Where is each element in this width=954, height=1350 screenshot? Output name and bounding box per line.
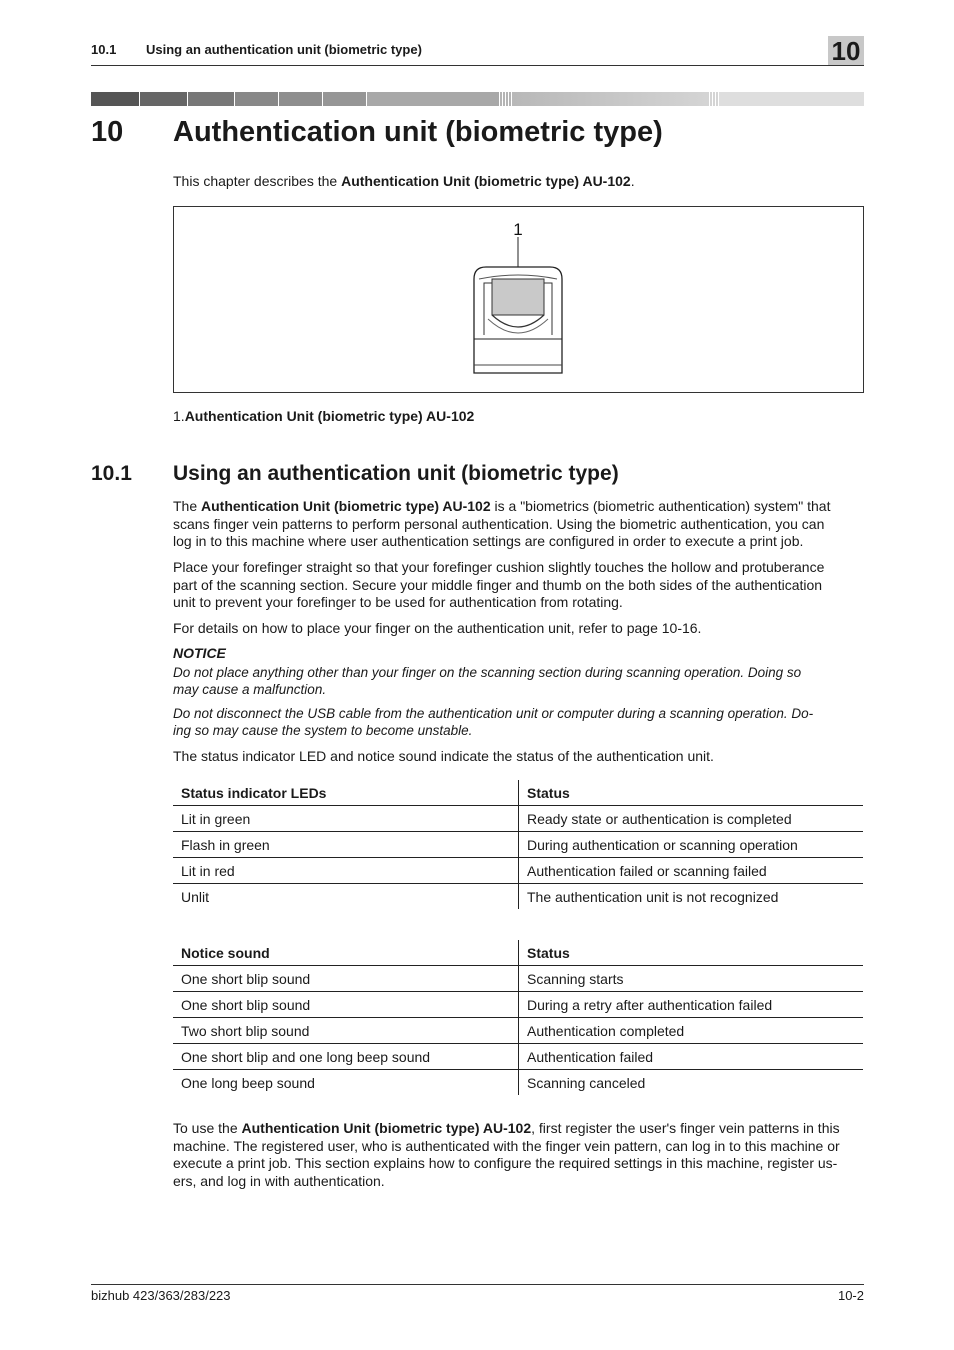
table-header-row bbox=[173, 780, 863, 806]
footer-page-number: 10-2 bbox=[837, 1288, 864, 1303]
table-cell: Scanning starts bbox=[519, 966, 864, 992]
notice-2: Do not disconnect the USB cable from the authentication unit or computer during a scanning operation. Do- ing so may cause the system to become unstable. bbox=[173, 706, 814, 738]
table-row bbox=[173, 832, 863, 858]
table-header: Status bbox=[519, 780, 864, 806]
notice-sound-table bbox=[173, 940, 863, 1095]
table-cell: Authentication failed bbox=[519, 1044, 864, 1070]
table-header: Status indicator LEDs bbox=[173, 780, 519, 806]
table-cell: Flash in green bbox=[173, 832, 519, 858]
table-cell: One long beep sound bbox=[173, 1070, 519, 1096]
footer-product: bizhub 423/363/283/223 bbox=[91, 1288, 231, 1303]
paragraph-1: The Authentication Unit (biometric type) AU-102 is a "biometrics (biometric authentication) system" that scans finger vein patterns to perform personal authentication. Using the biometric authentication, you can log in to this machine where user authentication settings are configured in order to execute a print job. bbox=[173, 498, 831, 549]
table-header-row bbox=[173, 940, 863, 966]
table-header: Status bbox=[519, 940, 864, 966]
header-rule bbox=[91, 65, 864, 66]
table-cell: One short blip sound bbox=[173, 992, 519, 1018]
table-row bbox=[173, 806, 863, 832]
table-cell: Authentication completed bbox=[519, 1018, 864, 1044]
chapter-title: Authentication unit (biometric type) bbox=[173, 116, 663, 148]
section-title: Using an authentication unit (biometric type) bbox=[173, 462, 619, 485]
table-cell: Scanning canceled bbox=[527, 1074, 646, 1091]
table-cell: Lit in red bbox=[173, 858, 519, 884]
footer-rule bbox=[91, 1284, 864, 1285]
header-section-number: 10.1 bbox=[91, 42, 117, 57]
table-cell: During authentication or scanning operation bbox=[519, 832, 864, 858]
table-cell: Ready state or authentication is completed bbox=[519, 806, 864, 832]
figure-box bbox=[173, 206, 864, 393]
table-row bbox=[173, 884, 863, 910]
table-row bbox=[173, 992, 863, 1018]
section-number: 10.1 bbox=[91, 462, 132, 485]
notice-label: NOTICE bbox=[173, 645, 226, 661]
authentication-unit-illustration bbox=[174, 207, 863, 392]
table-row bbox=[173, 858, 863, 884]
paragraph-5: To use the Authentication Unit (biometric type) AU-102, first register the user's finger vein patterns in this machine. The registered user, who is authenticated with the finger vein pattern, can log in to this machine or execute a print job. This section explains how to configure the required settings in this machine, register us- ers, and log in with authentication. bbox=[173, 1120, 840, 1189]
paragraph-2: Place your forefinger straight so that your forefinger cushion slightly touches the hollow and protuberance part of the scanning section. Secure your middle finger and thumb on the both sides of the authentication unit to prevent your forefinger to be used for authentication from rotating. bbox=[173, 559, 825, 610]
table-row bbox=[173, 966, 863, 992]
led-status-table bbox=[173, 780, 863, 909]
table-cell: The authentication unit is not recognized bbox=[527, 888, 779, 905]
table-row bbox=[173, 1070, 863, 1096]
table-row bbox=[173, 1044, 863, 1070]
chapter-number: 10 bbox=[91, 116, 124, 148]
paragraph-4: The status indicator LED and notice sound indicate the status of the authentication unit. bbox=[173, 748, 714, 764]
notice-1: Do not place anything other than your finger on the scanning section during scanning operation. Doing so may cause a malfunction. bbox=[173, 665, 802, 697]
table-header: Notice sound bbox=[173, 940, 519, 966]
table-cell: Lit in green bbox=[173, 806, 519, 832]
table-cell: One short blip and one long beep sound bbox=[173, 1044, 519, 1070]
chapter-badge: 10 bbox=[828, 36, 864, 66]
table-cell: One short blip sound bbox=[173, 966, 519, 992]
table-cell: Two short blip sound bbox=[173, 1018, 519, 1044]
decorative-bar bbox=[91, 92, 864, 106]
figure-caption: 1.Authentication Unit (biometric type) AU-102 bbox=[173, 408, 475, 424]
figure-callout: 1 bbox=[513, 220, 523, 239]
table-cell: Unlit bbox=[173, 884, 519, 910]
table-cell: Authentication failed or scanning failed bbox=[519, 858, 864, 884]
table-cell: During a retry after authentication failed bbox=[519, 992, 864, 1018]
paragraph-3: For details on how to place your finger on the authentication unit, refer to page 10-16. bbox=[173, 620, 702, 636]
chapter-intro: This chapter describes the Authentication Unit (biometric type) AU-102. bbox=[173, 173, 635, 189]
table-row bbox=[173, 1018, 863, 1044]
header-section-title: Using an authentication unit (biometric type) bbox=[146, 42, 422, 57]
